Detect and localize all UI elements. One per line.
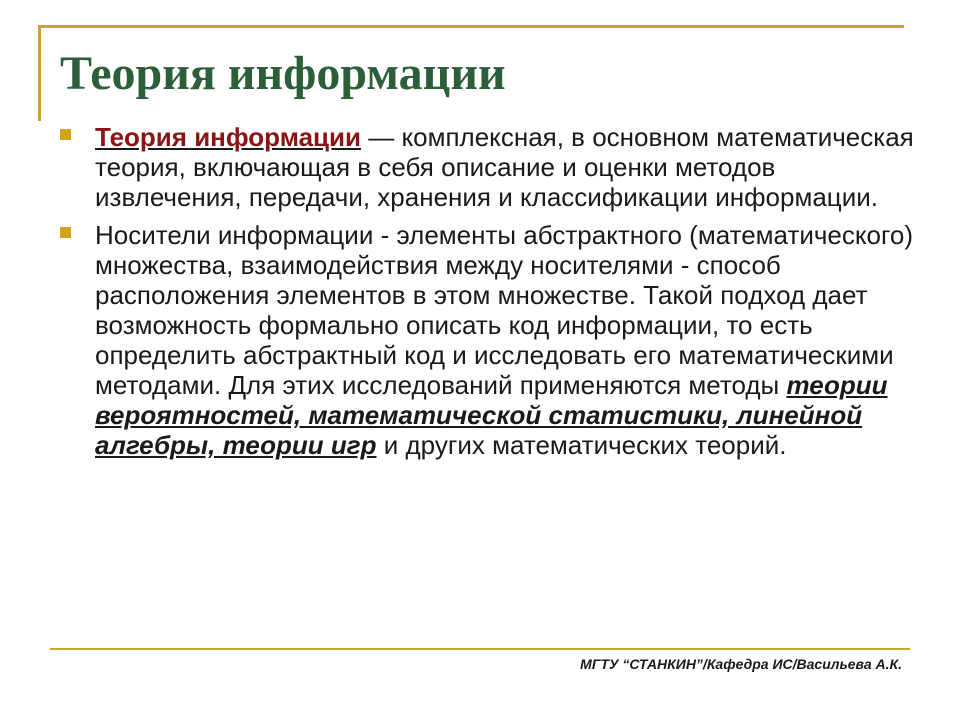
frame-left-line [38, 25, 41, 121]
bullet-list [60, 122, 920, 460]
term-highlight: Теория информации [95, 122, 362, 152]
slide-title: Теория информации [60, 47, 506, 100]
footer-divider [50, 648, 910, 650]
square-bullet-icon [60, 227, 71, 238]
carriers-text-end: и других математических теорий. [376, 430, 787, 460]
bullet-item-carriers [60, 220, 920, 460]
carriers-text: Носители информации - элементы абстрактного (математического) множества, взаимодействия между носителями - способ расположения элементов в этом множестве. Такой подход дает возможность формально описать код информации, то есть определить абстрактный код и исследовать его математическими методами. Для этих исследований применяются методы [95, 220, 914, 400]
footer-credit: МГТУ “СТАНКИН”/Кафедра ИС/Васильева А.К. [580, 656, 902, 672]
definition-text: — комплексная, в основном математическая теория, включающая в себя описание и оценки методов извлечения, передачи, хранения и классификации информации. [95, 122, 914, 212]
methods-link[interactable]: теории вероятностей, математической статистики, линейной алгебры, теории игр [95, 370, 888, 460]
bullet-item-definition [60, 122, 920, 212]
square-bullet-icon [60, 129, 71, 140]
frame-top-line [38, 25, 904, 28]
